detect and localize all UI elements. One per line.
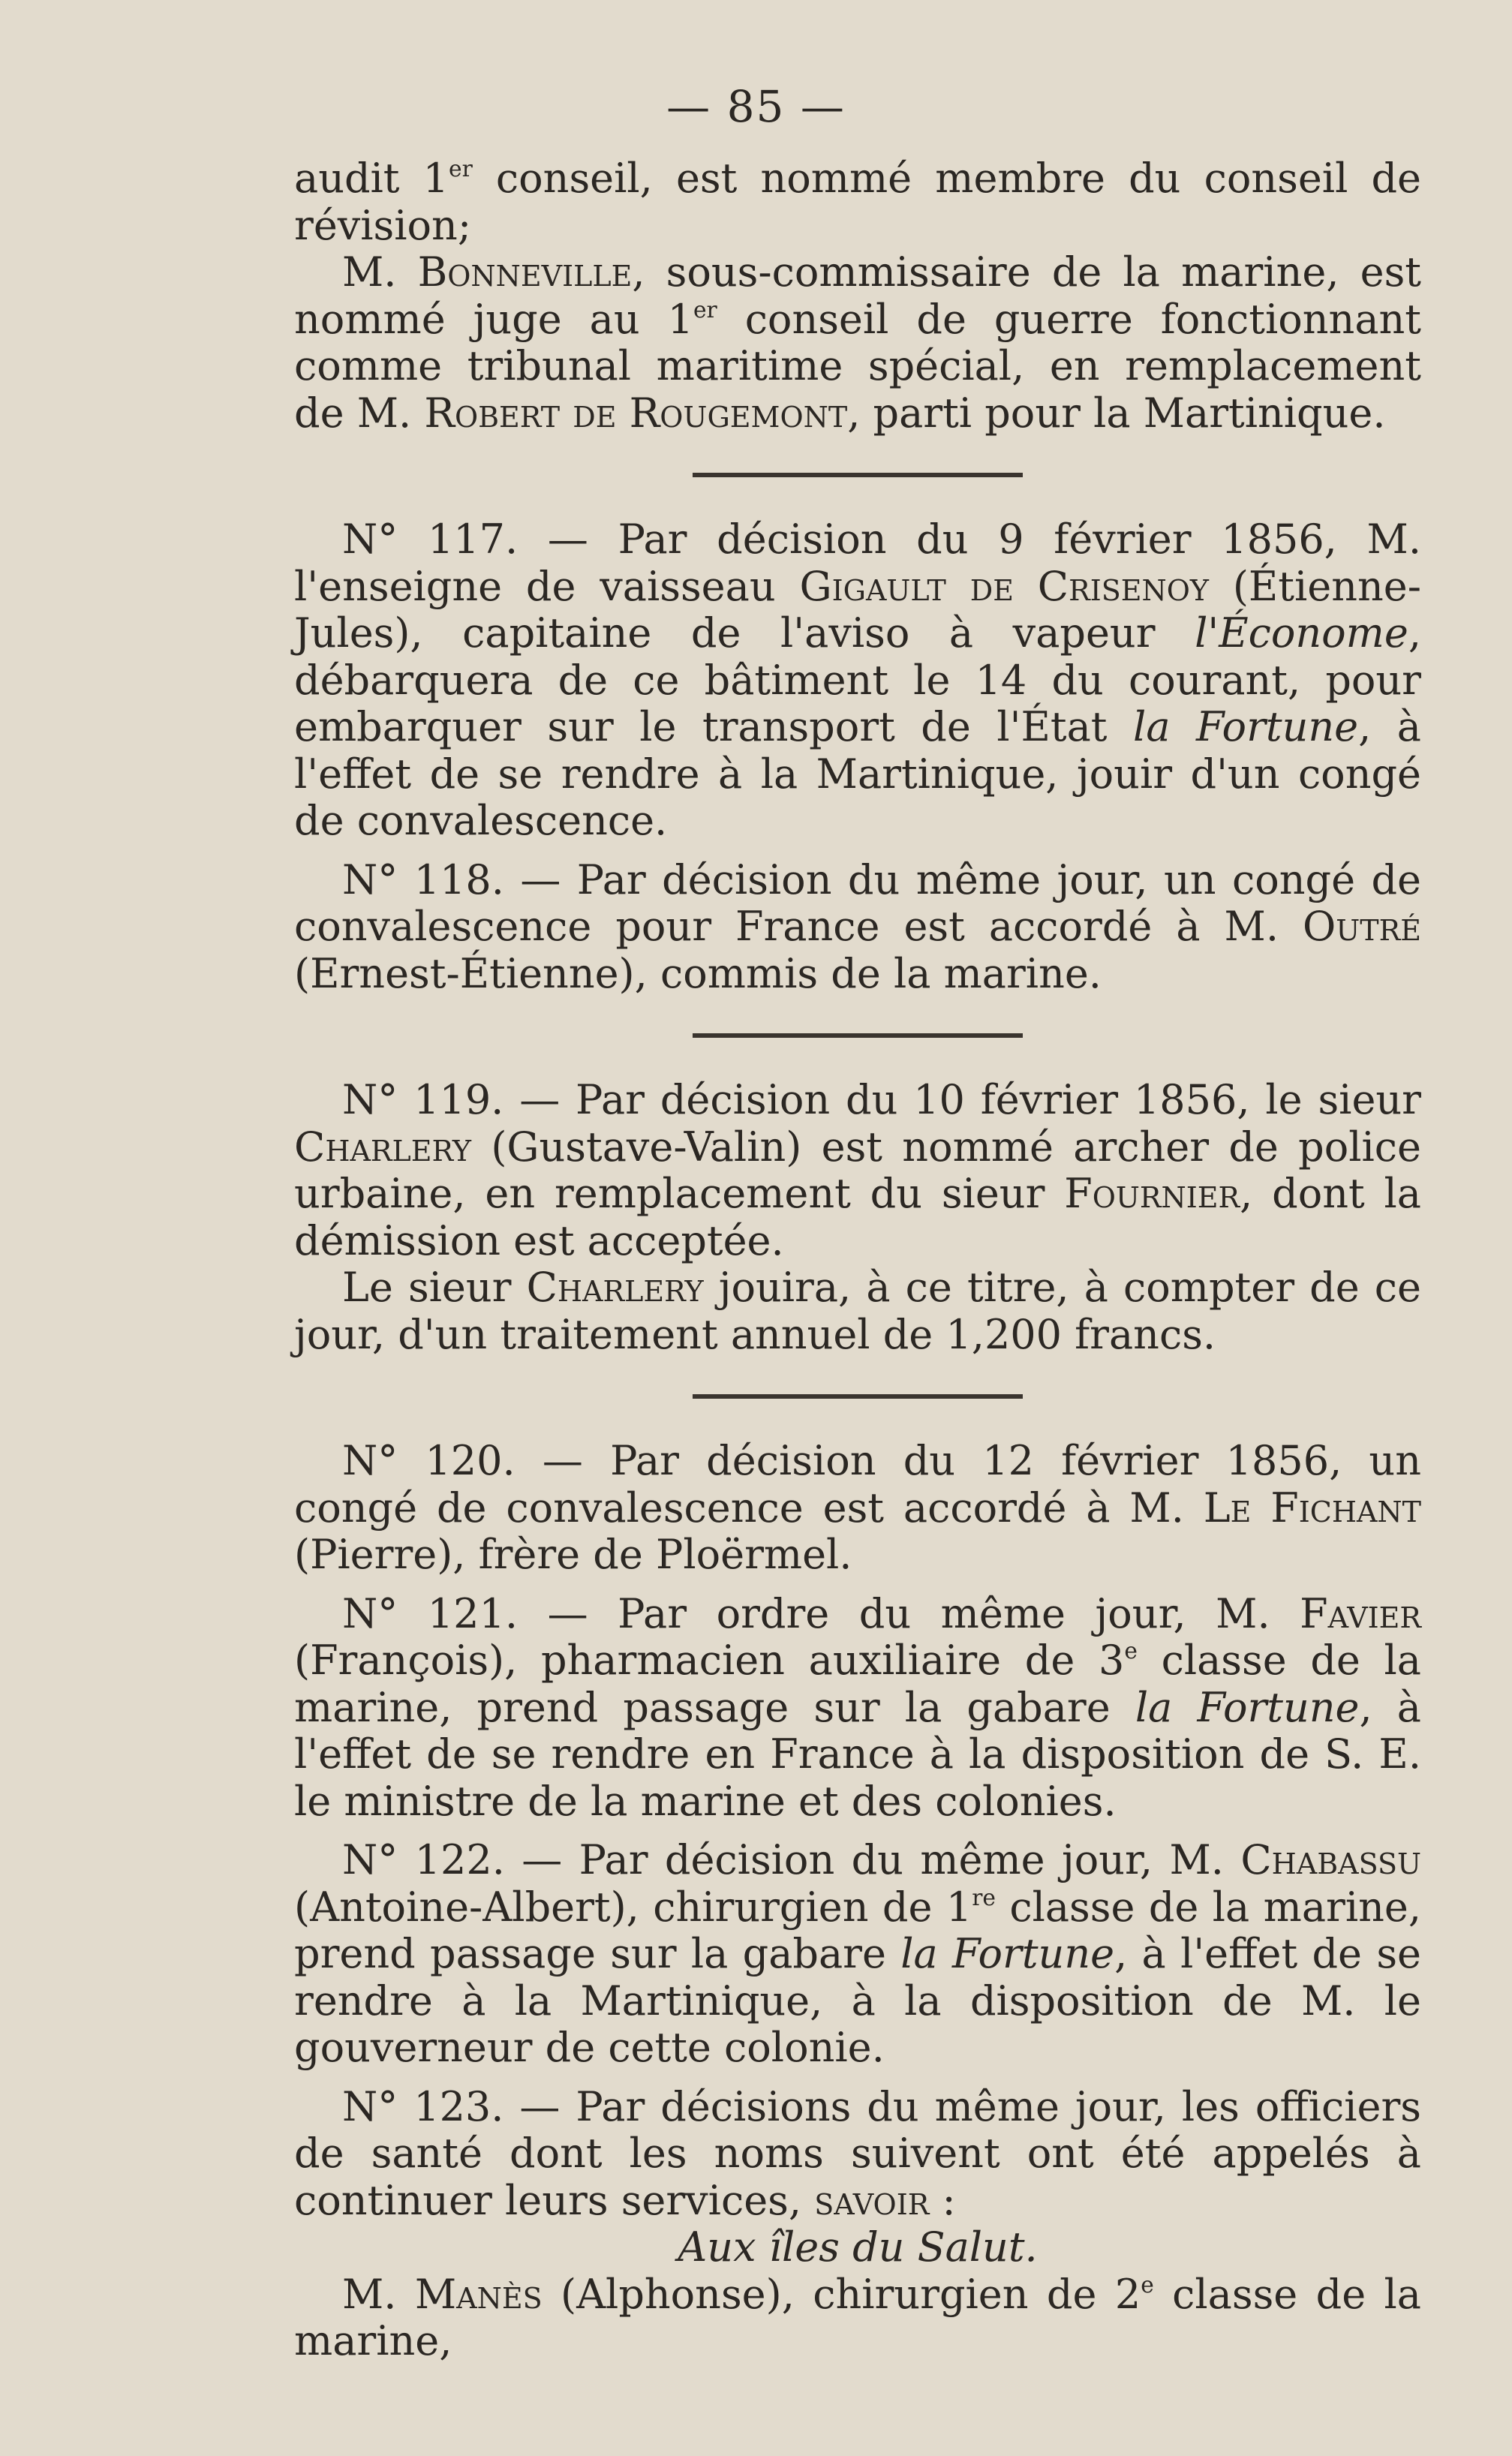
text-run: N° 120. — Par décision du 12 février 1856, un congé de convalescence est accordé à M. — [294, 1437, 1421, 1532]
entry-manes — [294, 2271, 1421, 2365]
person-name: Bonneville — [417, 248, 633, 296]
text-run: M. — [342, 2270, 415, 2318]
text-run: N° 118. — Par décision du même jour, un congé de convalescence pour France est accordé à M. — [294, 855, 1421, 950]
text-run: (Alphonse), chirurgien de 2 — [542, 2270, 1141, 2318]
superscript: re — [972, 1884, 996, 1911]
superscript: e — [1124, 1638, 1138, 1665]
person-name: Charlery — [526, 1264, 704, 1311]
text-run: (Pierre), frère de Ploërmel. — [294, 1531, 852, 1578]
page-number: — 85 — — [666, 81, 846, 132]
text-run: N° 122. — Par décision du même jour, M. — [342, 1836, 1241, 1883]
text-run: , débarquera de ce bâtiment le 14 du courant, pour embarquer sur le transport de l'État — [294, 609, 1421, 750]
text-run: (Ernest-Étienne), commis de la marine. — [294, 949, 1102, 997]
person-name: Outré — [1303, 903, 1421, 950]
text-run: N° 119. — Par décision du 10 février 1856, le sieur — [342, 1076, 1421, 1123]
ship-name: la Fortune — [1135, 1683, 1360, 1731]
text-run: Le sieur — [342, 1264, 527, 1311]
text-run: , à l'effet de se rendre en France à la disposition de S. E. le ministre de la marine et des colonies. — [294, 1683, 1421, 1825]
person-name: Le Fichant — [1203, 1484, 1421, 1532]
entry-123 — [294, 2084, 1421, 2225]
entry-122 — [294, 1837, 1421, 2072]
text-run: classe de la marine, — [294, 2270, 1422, 2364]
divider-rule — [693, 1033, 1023, 1038]
text-run: (Étienne-Jules), capitaine de l'aviso à vapeur — [294, 562, 1421, 657]
text-run: classe de la marine, prend passage sur la gabare — [294, 1883, 1421, 1977]
text-run: N° 117. — Par décision du 9 février 1856, M. l'enseigne de vaisseau — [294, 516, 1421, 610]
entry-119 — [294, 1077, 1421, 1264]
paragraph-bonneville — [294, 249, 1421, 437]
text-run: (François), pharmacien auxiliaire de 3 — [294, 1637, 1125, 1684]
text-run: : — [929, 2176, 956, 2224]
text-run: , dont la démission est acceptée. — [294, 1170, 1421, 1264]
text-run: , à l'effet de se rendre à la Martinique, jouir d'un congé de convalescence. — [294, 703, 1422, 844]
divider-rule — [693, 1394, 1023, 1399]
person-name: Favier — [1300, 1589, 1421, 1637]
text-run: classe de la marine, prend passage sur la gabare — [294, 1637, 1421, 1731]
ship-name: l'Économe — [1195, 609, 1408, 657]
text-run: conseil, est nommé membre du conseil de révision; — [294, 155, 1421, 249]
text-run: (Gustave-Valin) est nommé archer de police urbaine, en remplacement du sieur — [294, 1123, 1421, 1217]
divider-rule — [693, 473, 1023, 477]
text-run: , parti pour la Martinique. — [847, 389, 1386, 437]
text-run: N° 123. — Par décisions du même jour, les officiers de santé dont les noms suivent ont été appelés à continuer leurs services, — [294, 2082, 1421, 2224]
person-name: Gigault de Crisenoy — [799, 562, 1209, 610]
superscript: e — [1141, 2271, 1154, 2298]
text-run: jouira, à ce titre, à compter de ce jour, d'un traitement annuel de 1,200 francs. — [294, 1264, 1421, 1358]
superscript: er — [449, 156, 473, 183]
entry-117 — [294, 516, 1421, 845]
text-run: M. — [342, 248, 418, 296]
person-name: Charlery — [294, 1123, 472, 1171]
person-name: Robert de Rougemont — [424, 389, 848, 437]
text-run: N° 121. — Par ordre du même jour, M. — [342, 1589, 1300, 1637]
person-name: Manès — [414, 2270, 543, 2318]
savoir-label: savoir — [814, 2176, 930, 2224]
entry-118 — [294, 857, 1421, 998]
person-name: Chabassu — [1240, 1836, 1421, 1883]
ship-name: la Fortune — [900, 1930, 1115, 1977]
entry-119-traitement — [294, 1264, 1421, 1358]
ship-name: la Fortune — [1133, 703, 1359, 750]
text-run: , sous-commissaire de la marine, est nommé juge au 1 — [294, 248, 1421, 343]
entry-120 — [294, 1438, 1421, 1579]
entry-121 — [294, 1591, 1421, 1826]
text-run: (Antoine-Albert), chirurgien de 1 — [294, 1883, 972, 1931]
superscript: er — [693, 296, 717, 323]
text-run: conseil de guerre fonctionnant comme tribunal maritime spécial, en remplacement de M. — [294, 295, 1421, 437]
body-text — [294, 155, 1421, 2365]
paragraph-conseil-revision — [294, 155, 1421, 249]
subheading-iles-du-salut: Aux îles du Salut. — [678, 2223, 1038, 2271]
person-name: Fournier — [1064, 1170, 1240, 1217]
text-run: , à l'effet de se rendre à la Martinique, à la disposition de M. le gouverneur de cette colonie. — [294, 1930, 1421, 2071]
text-run: audit 1 — [294, 155, 449, 202]
